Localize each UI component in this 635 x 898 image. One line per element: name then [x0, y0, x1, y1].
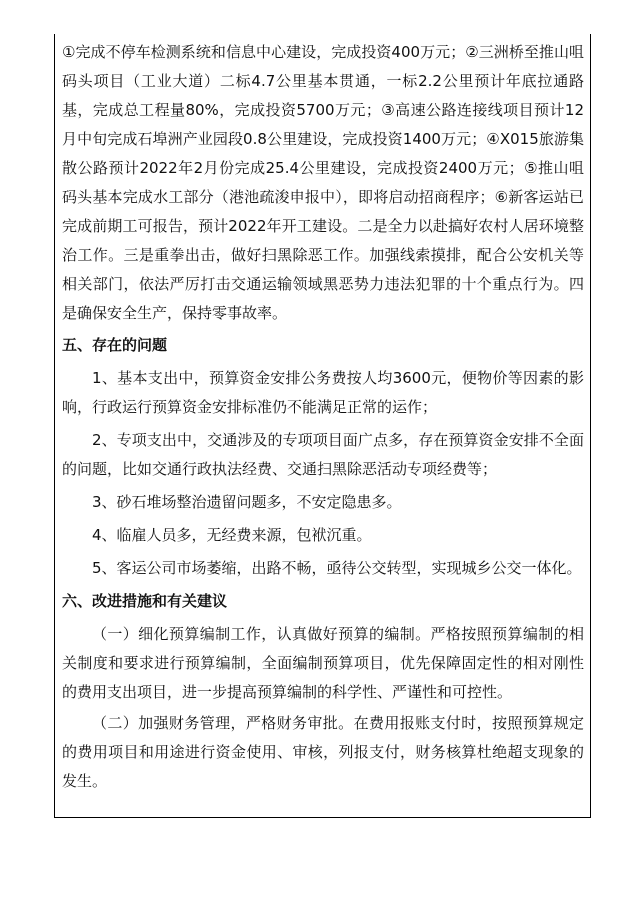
document-body	[62, 38, 584, 796]
problem-item-1: 1、基本支出中，预算资金安排公务费按人均3600元，便物价等因素的影响，行政运行预算资金安排标准仍不能满足正常的运作；	[62, 369, 584, 416]
section-heading-measures: 六、改进措施和有关建议	[62, 592, 228, 610]
problem-item-3: 3、砂石堆场整治遗留问题多，不安定隐患多。	[92, 493, 402, 511]
measure-item-2: （二）加强财务管理，严格财务审批。在费用报账支付时，按照预算规定的费用项目和用途进行资金使用、审核，列报支付，财务核算杜绝超支现象的发生。	[62, 714, 584, 790]
problem-item-4: 4、临雇人员多，无经费来源，包袱沉重。	[92, 526, 372, 544]
section-heading-problems: 五、存在的问题	[62, 336, 168, 354]
problem-item-2: 2、专项支出中，交通涉及的专项项目面广点多，存在预算资金安排不全面的问题，比如交通行政执法经费、交通扫黑除恶活动专项经费等；	[62, 431, 584, 478]
problem-item-5: 5、客运公司市场萎缩，出路不畅，亟待公交转型，实现城乡公交一体化。	[92, 559, 582, 577]
measure-item-1: （一）细化预算编制工作，认真做好预算的编制。严格按照预算编制的相关制度和要求进行预算编制，全面编制预算项目，优先保障固定性的相对刚性的费用支出项目，进一步提高预算编制的科学性、严谨性和可控性。	[62, 625, 584, 701]
intro-paragraph: ①完成不停车检测系统和信息中心建设，完成投资400万元；②三洲桥至推山咀码头项目（工业大道）二标4.7公里基本贯通，一标2.2公里预计年底拉通路基，完成总工程量80%，完成投资5700万元；③高速公路连接线项目预计12月中旬完成石埠洲产业园段0.8公里建设，完成投资1400万元；④X015旅游集散公路预计2022年2月份完成25.4公里建设，完成投资2400万元；⑤推山咀码头基本完成水工部分（港池疏浚申报中），即将启动招商程序；⑥新客运站已完成前期工可报告，预计2022年开工建设。二是全力以赴搞好农村人居环境整治工作。三是重拳出击，做好扫黑除恶工作。加强线索摸排，配合公安机关等相关部门，依法严厉打击交通运输领域黑恶势力违法犯罪的十个重点行为。四是确保安全生产，保持零事故率。	[62, 43, 584, 322]
